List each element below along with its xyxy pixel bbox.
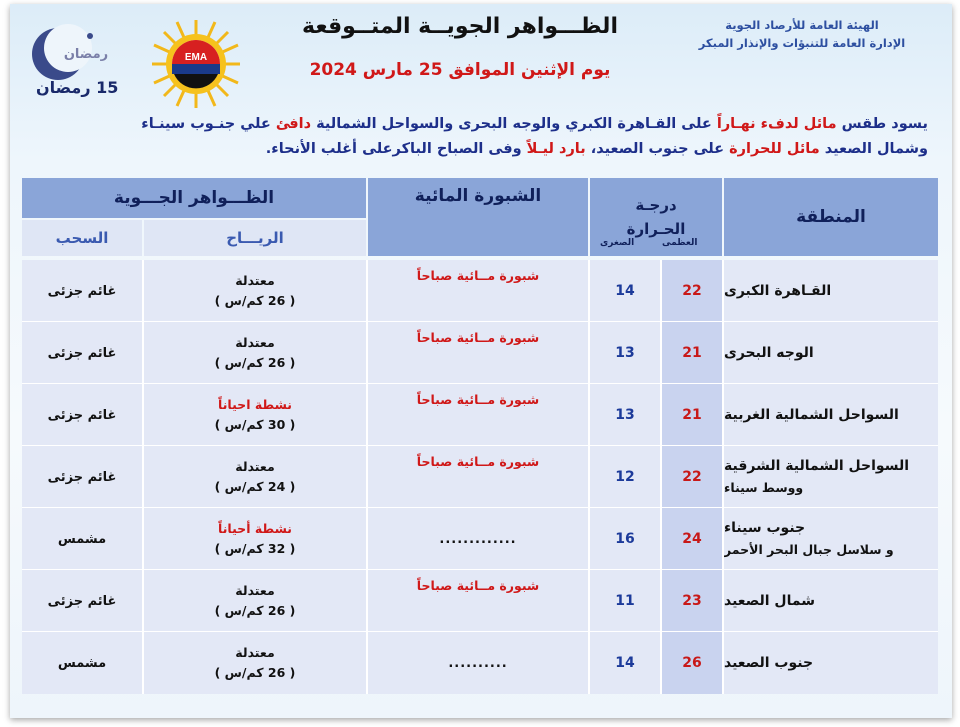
min-temp: 13 [615,345,635,361]
summary-part: علي جنـوب سينـاء [141,116,276,132]
min-temp: 16 [615,531,635,547]
header-min: الصغرى [600,238,635,248]
region-subname: و سلاسل جبال البحر الأحمر [724,542,894,557]
fog-cell [368,570,588,632]
forecast-sheet [10,4,952,718]
header-fog: الشبورة المائية [368,178,588,256]
max-temp: 24 [682,531,702,547]
header-max: العظمى [662,238,698,248]
max-temp: 21 [682,345,702,361]
fog-value: .......... [448,655,508,671]
summary-part: على جنوب الصعيد، [585,141,730,157]
ema-emblem-logo [150,18,242,110]
fog-value: شبورة مــائية صباحاً [416,330,540,345]
wind-state: معتدلة [235,335,275,350]
fog-cell [368,508,588,570]
summary-part: على القـاهرة الكبري والوجه البحرى والسواحل الشمالية [311,116,717,132]
max-temp: 22 [682,469,702,485]
weather-summary [28,112,928,162]
column-divider [722,260,724,694]
min-temp-cell [590,260,660,322]
wind-state: معتدلة [235,583,275,598]
clouds-cell [22,446,142,508]
wind-cell [144,446,366,508]
min-temp: 11 [615,593,635,609]
fog-cell [368,632,588,694]
region-cell [724,508,938,570]
fog-value: شبورة مــائية صباحاً [416,268,540,283]
clouds-value: غائم جزئى [47,283,117,299]
region-name: السواحل الشمالية الغربية [724,407,899,423]
wind-speed: ( 32 كم/س ) [214,541,296,556]
region-cell [724,322,938,384]
min-temp-cell [590,384,660,446]
clouds-value: غائم جزئى [47,593,117,609]
min-temp: 13 [615,407,635,423]
max-temp: 21 [682,407,702,423]
fog-cell [368,322,588,384]
region-cell [724,446,938,508]
max-temp: 22 [682,283,702,299]
fog-cell [368,260,588,322]
header-clouds: السحب [22,220,142,256]
region-name: السواحل الشمالية الشرقية [724,458,910,474]
clouds-value: غائم جزئى [47,345,117,361]
wind-speed: ( 24 كم/س ) [214,479,296,494]
max-temp-cell [662,570,722,632]
wind-speed: ( 26 كم/س ) [214,603,296,618]
summary-part: وشمال الصعيد [819,141,928,157]
region-name: شمال الصعيد [724,593,815,609]
fog-value: ............. [439,531,517,547]
max-temp: 23 [682,593,702,609]
max-temp-cell [662,632,722,694]
ramadan-day: 15 رمضان [36,78,119,97]
min-temp: 12 [615,469,635,485]
wind-state: نشطة أحياناً [218,521,292,536]
clouds-value: غائم جزئى [47,407,117,423]
clouds-value: مشمس [57,655,107,671]
fog-value: شبورة مــائية صباحاً [416,578,540,593]
region-name: القـاهرة الكبرى [724,283,832,299]
min-temp: 14 [615,283,635,299]
clouds-cell [22,570,142,632]
header-wind: الريـــاح [144,220,366,256]
clouds-value: مشمس [57,531,107,547]
max-temp-cell [662,322,722,384]
temp-header-line1: درجـة [635,196,677,214]
clouds-cell [22,260,142,322]
summary-part: يسود طقس [836,116,928,132]
column-divider [142,260,144,694]
min-temp-cell [590,322,660,384]
svg-text:EMA: EMA [184,52,208,63]
clouds-cell [22,322,142,384]
wind-cell [144,322,366,384]
min-temp-cell [590,632,660,694]
summary-highlight: بارد ليـلاً [526,141,586,157]
fog-cell [368,446,588,508]
organization-name [672,16,932,52]
header-phenomena: الظـــواهر الجـــوية [22,178,366,218]
wind-cell [144,570,366,632]
wind-speed: ( 26 كم/س ) [214,355,296,370]
wind-cell [144,384,366,446]
max-temp-cell [662,384,722,446]
wind-state: معتدلة [235,273,275,288]
max-temp-cell [662,446,722,508]
wind-state: معتدلة [235,459,275,474]
page-title: الظـــواهر الجويــة المتــوقعة [301,14,618,39]
max-temp-cell [662,260,722,322]
max-temp: 26 [682,655,702,671]
column-divider [588,260,590,694]
wind-state: نشطة احياناً [218,397,292,412]
region-name: الوجه البحرى [724,345,814,361]
region-name: جنوب سيناء [724,520,806,536]
region-cell [724,570,938,632]
forecast-date: يوم الإثنين الموافق 25 مارس 2024 [309,60,611,80]
header-region: المنطقة [724,178,938,256]
wind-state: معتدلة [235,645,275,660]
region-cell [724,632,938,694]
min-temp: 14 [615,655,635,671]
svg-text:رمضان: رمضان [63,47,109,62]
region-cell [724,384,938,446]
wind-cell [144,508,366,570]
clouds-cell [22,384,142,446]
forecast-table [22,178,938,706]
wind-cell [144,260,366,322]
wind-speed: ( 26 كم/س ) [214,665,296,680]
fog-value: شبورة مــائية صباحاً [416,454,540,469]
clouds-cell [22,508,142,570]
min-temp-cell [590,570,660,632]
summary-highlight: دافئ [275,116,312,132]
wind-speed: ( 30 كم/س ) [214,417,296,432]
summary-highlight: مائل لدفء نهـاراً [716,116,837,132]
fog-cell [368,384,588,446]
column-divider [660,260,662,694]
fog-value: شبورة مــائية صباحاً [416,392,540,407]
temp-header-line2: الحـرارة [626,220,686,238]
clouds-cell [22,632,142,694]
min-temp-cell [590,446,660,508]
region-name: جنوب الصعيد [724,655,814,671]
region-cell [724,260,938,322]
min-temp-cell [590,508,660,570]
summary-highlight: مائل للحرارة [729,141,820,157]
wind-speed: ( 26 كم/س ) [214,293,296,308]
org-line-1: الهيئة العامة للأرصاد الجوية [725,18,879,32]
wind-cell [144,632,366,694]
summary-part: وفى الصباح الباكرعلى أغلب الأنحاء. [265,141,527,157]
clouds-value: غائم جزئى [47,469,117,485]
region-subname: ووسط سيناء [724,480,804,495]
org-line-2: الإدارة العامة للتنبؤات والإنذار المبكر [698,36,906,50]
column-divider [366,260,368,694]
max-temp-cell [662,508,722,570]
